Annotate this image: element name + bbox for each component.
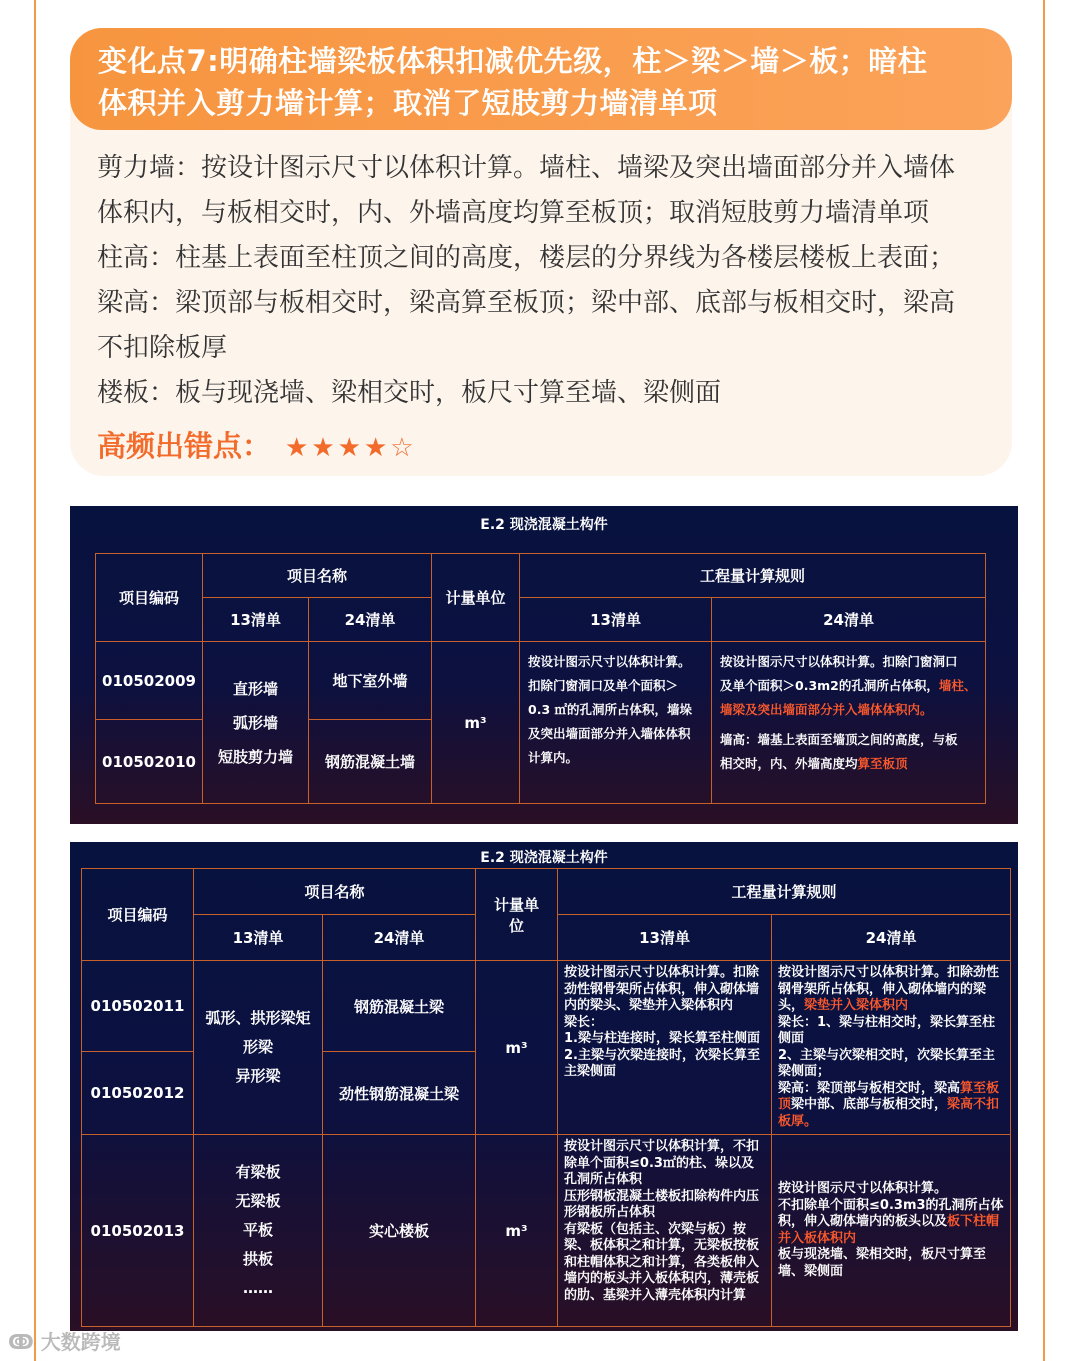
watermark <box>8 1326 121 1355</box>
list-13-item: 平板 <box>242 1221 273 1239</box>
list-13-item: 弧形墙 <box>232 713 278 732</box>
rule-text: 按设计图示尺寸以体积计算。扣除劲性钢骨架所占体积，伸入砌体墙内的梁头， <box>778 965 1000 1013</box>
rule-highlight: 墙柱、 <box>938 678 977 693</box>
rule-highlight: 算至板顶 <box>857 756 908 771</box>
unit-cell: m³ <box>432 642 520 804</box>
list-13-item: 异形梁 <box>235 1067 281 1085</box>
rule-24-slab-cell <box>772 1135 1011 1327</box>
list-24-item: 实心楼板 <box>323 1135 476 1327</box>
wall-quantity-table <box>95 553 986 804</box>
header-item-name: 项目名称 <box>194 869 476 915</box>
rule-text: 梁长：1、梁与柱相交时，梁长算至柱侧面 2、主梁与次梁相交时，次梁长算至主梁侧面； 梁高：梁顶部与板相交时，梁高 <box>778 1014 996 1096</box>
header-24-rule: 24清单 <box>712 598 986 642</box>
change-point-banner <box>70 28 1012 130</box>
list-13-beam-items <box>194 961 323 1135</box>
rule-text: 板与现浇墙、梁相交时，板尺寸算至墙、梁侧面 <box>778 1247 987 1279</box>
table-title: E.2 现浇混凝土构件 <box>480 517 608 533</box>
header-24-list: 24清单 <box>309 598 432 642</box>
body-line-4: 梁高：梁顶部与板相交时，梁高算至板顶；梁中部、底部与板相交时，梁高 <box>97 288 956 318</box>
list-13-slab-items <box>194 1135 323 1327</box>
list-24-item: 地下室外墙 <box>309 642 432 720</box>
table-title: E.2 现浇混凝土构件 <box>480 850 608 866</box>
error-frequency <box>97 424 417 465</box>
rule-line <box>720 674 977 698</box>
body-line-2: 体积内，与板相交时，内、外墙高度均算至板顶；取消短肢剪力墙清单项 <box>97 198 930 228</box>
body-line-1: 剪力墙：按设计图示尺寸以体积计算。墙柱、墙梁及突出墙面部分并入墙体 <box>97 153 956 183</box>
header-unit: 计量单位 <box>476 869 558 961</box>
list-13-item: 拱板 <box>242 1250 273 1268</box>
rule-24-cell <box>712 642 986 804</box>
banner-line-1: 变化点7:明确柱墙梁板体积扣减优先级，柱＞梁＞墙＞板；暗柱 <box>98 44 928 78</box>
list-13-item: 有梁板 <box>235 1163 281 1181</box>
list-24-item: 钢筋混凝土梁 <box>323 961 476 1052</box>
list-13-item: 短肢剪力墙 <box>217 747 293 766</box>
rule-text: 按设计图示尺寸以体积计算。 不扣除单个面积≤0.3m3的孔洞所占体积，伸入砌体墙内的板头以及 <box>778 1181 1004 1229</box>
list-13-item: 无梁板 <box>235 1192 281 1210</box>
change-description <box>97 146 1017 416</box>
beam-slab-quantity-table <box>81 868 1011 1327</box>
beam-slab-table-panel <box>70 842 1018 1331</box>
list-13-item: 直形墙 <box>232 679 278 698</box>
unit-cell: m³ <box>476 1135 558 1327</box>
rule-line: 按设计图示尺寸以体积计算。 <box>528 654 691 669</box>
rule-highlight: 板下柱帽并入板体积内 <box>778 1214 1000 1246</box>
rule-13-slab-cell: 按设计图示尺寸以体积计算，不扣除单个面积≤0.3㎡的柱、垛以及孔洞所占体积 压形钢板混凝土楼板扣除构件内压形钢板所占体积 有梁板（包括主、次梁与板）按梁、板体积之和计算，无梁板按板和柱帽体积之和计算，各类板伸入墙内的板头并入板体积内，薄壳板的肋、基梁并入薄壳体积内计算 <box>558 1135 772 1327</box>
list-24-item: 劲性钢筋混凝土梁 <box>323 1052 476 1135</box>
rule-line <box>720 752 977 776</box>
rule-line: 墙高：墙基上表面至墙顶之间的高度，与板 <box>720 732 958 747</box>
rule-line: 0.3 ㎡的孔洞所占体积，墙垛 <box>528 702 693 717</box>
unit-cell: m³ <box>476 961 558 1135</box>
watermark-logo-icon: ↂ <box>8 1330 34 1354</box>
header-24-list: 24清单 <box>323 915 476 961</box>
header-13-list: 13清单 <box>194 915 323 961</box>
error-frequency-label: 高频出错点： <box>97 429 272 463</box>
list-13-item: 形梁 <box>242 1038 273 1056</box>
rule-text: 相交时，内、外墙高度均 <box>720 756 858 771</box>
wall-table-panel <box>70 506 1018 824</box>
body-line-3: 柱高：柱基上表面至柱顶之间的高度，楼层的分界线为各楼层楼板上表面； <box>97 243 956 273</box>
header-calc-rule: 工程量计算规则 <box>558 869 1011 915</box>
header-calc-rule: 工程量计算规则 <box>520 554 986 598</box>
header-item-name: 项目名称 <box>203 554 432 598</box>
item-code: 010502010 <box>96 720 203 804</box>
rule-highlight: 墙梁及突出墙面部分并入墙体体积内。 <box>720 702 933 717</box>
header-unit: 计量单位 <box>432 554 520 642</box>
item-code: 010502013 <box>82 1135 194 1327</box>
list-13-item: 弧形、拱形梁矩 <box>205 1009 311 1027</box>
rule-line: 及突出墙面部分并入墙体体积 <box>528 726 691 741</box>
header-13-list: 13清单 <box>203 598 309 642</box>
list-24-item: 钢筋混凝土墙 <box>309 720 432 804</box>
header-13-rule: 13清单 <box>558 915 772 961</box>
body-line-6: 楼板：板与现浇墙、梁相交时，板尺寸算至墙、梁侧面 <box>97 378 722 408</box>
header-13-rule: 13清单 <box>520 598 712 642</box>
item-code: 010502012 <box>82 1052 194 1135</box>
rating-stars: ★★★★☆ <box>285 433 417 463</box>
rule-highlight: 梁高不扣板厚。 <box>778 1097 1000 1129</box>
rule-line: 按设计图示尺寸以体积计算。扣除门窗洞口 <box>720 654 958 669</box>
rule-line: 计算内。 <box>528 750 579 765</box>
rule-13-beam-cell: 按设计图示尺寸以体积计算。扣除劲性钢骨架所占体积，伸入砌体墙内的梁头、梁垫并入梁体积内 梁长： 1.梁与柱连接时，梁长算至柱侧面 2.主梁与次梁连接时，次梁长算至主梁侧面 <box>558 961 772 1135</box>
banner-line-2: 体积并入剪力墙计算；取消了短肢剪力墙清单项 <box>98 86 718 120</box>
list-13-items <box>203 642 309 804</box>
item-code: 010502011 <box>82 961 194 1052</box>
left-frame-line <box>34 0 36 1361</box>
rule-13-cell <box>520 642 712 804</box>
header-24-rule: 24清单 <box>772 915 1011 961</box>
rule-text: 及单个面积＞0.3m2的孔洞所占体积， <box>720 678 939 693</box>
body-line-5: 不扣除板厚 <box>97 333 228 363</box>
header-item-code: 项目编码 <box>96 554 203 642</box>
list-13-item: …… <box>243 1279 273 1297</box>
header-item-code: 项目编码 <box>82 869 194 961</box>
rule-highlight: 梁垫并入梁体积内 <box>804 998 909 1013</box>
rule-line: 扣除门窗洞口及单个面积＞ <box>528 678 679 693</box>
rule-24-beam-cell <box>772 961 1011 1135</box>
item-code: 010502009 <box>96 642 203 720</box>
right-frame-line <box>1043 0 1045 1361</box>
rule-text: 梁中部、底部与板相交时， <box>791 1097 948 1112</box>
watermark-text: 大数跨境 <box>40 1330 121 1354</box>
rule-highlight: 算至板顶 <box>778 1080 1000 1112</box>
